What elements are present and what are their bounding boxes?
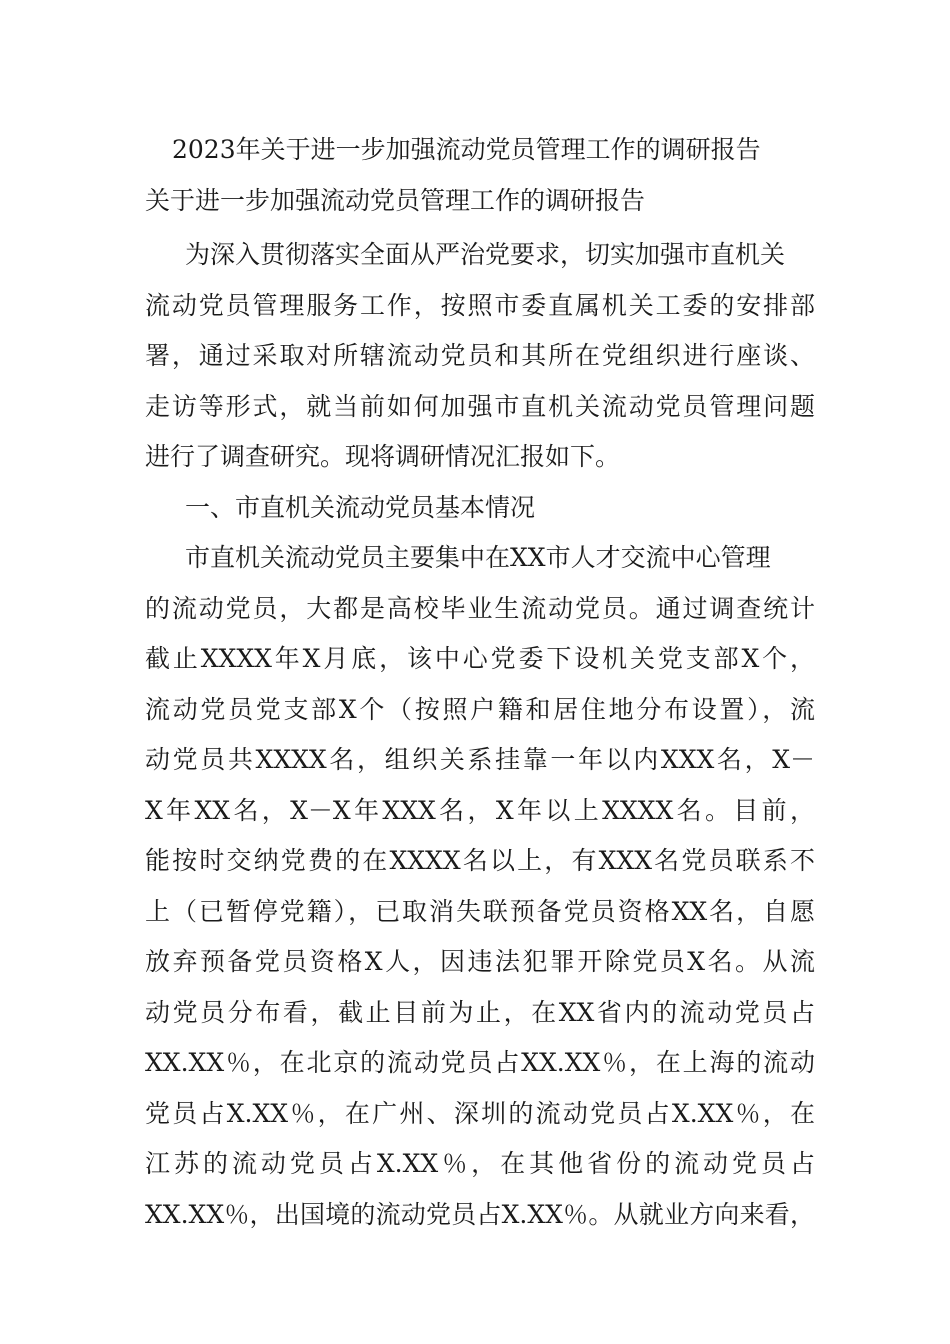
paragraph-line: XX.XX％，在北京的流动党员占XX.XX％，在上海的流动 <box>145 1048 815 1077</box>
paragraph-line: 流动党员管理服务工作，按照市委直属机关工委的安排部 <box>145 290 815 320</box>
paragraph-line: X年XX名，X－X年XXX名，X年以上XXXX名。目前， <box>145 795 815 825</box>
paragraph-line: 党员占X.XX％，在广州、深圳的流动党员占X.XX％，在 <box>145 1098 815 1128</box>
paragraph-line: XX.XX％，出国境的流动党员占X.XX％。从就业方向来看， <box>145 1199 815 1229</box>
document-body <box>145 230 815 1240</box>
paragraph-line: 动党员分布看，截止目前为止，在XX省内的流动党员占 <box>145 997 815 1027</box>
paragraph-line: 能按时交纳党费的在XXXX名以上，有XXX名党员联系不 <box>145 846 815 875</box>
document-title: 2023年关于进一步加强流动党员管理工作的调研报告 <box>172 135 761 164</box>
paragraph-line: 走访等形式，就当前如何加强市直机关流动党员管理问题 <box>145 391 815 421</box>
paragraph-line: 进行了调查研究。现将调研情况汇报如下。 <box>145 442 621 471</box>
paragraph-line: 截止XXXX年X月底，该中心党委下设机关党支部X个， <box>145 644 815 673</box>
paragraph-line: 市直机关流动党员主要集中在XX市人才交流中心管理 <box>185 543 771 572</box>
paragraph-line: 署，通过采取对所辖流动党员和其所在党组织进行座谈、 <box>145 341 815 370</box>
paragraph-line: 放弃预备党员资格X人，因违法犯罪开除党员X名。从流 <box>145 947 815 976</box>
document-subtitle: 关于进一步加强流动党员管理工作的调研报告 <box>145 186 646 215</box>
paragraph-line: 江苏的流动党员占X.XX％，在其他省份的流动党员占 <box>145 1149 815 1178</box>
paragraph-line: 流动党员党支部X个（按照户籍和居住地分布设置），流 <box>145 694 815 724</box>
paragraph-line: 为深入贯彻落实全面从严治党要求，切实加强市直机关 <box>185 240 786 269</box>
paragraph-line: 上（已暂停党籍），已取消失联预备党员资格XX名，自愿 <box>145 896 815 926</box>
paragraph-line: 的流动党员，大都是高校毕业生流动党员。通过调查统计 <box>145 593 815 623</box>
section-heading: 一、市直机关流动党员基本情况 <box>185 492 536 522</box>
paragraph-line: 动党员共XXXX名，组织关系挂靠一年以内XXX名，X－ <box>145 745 815 774</box>
